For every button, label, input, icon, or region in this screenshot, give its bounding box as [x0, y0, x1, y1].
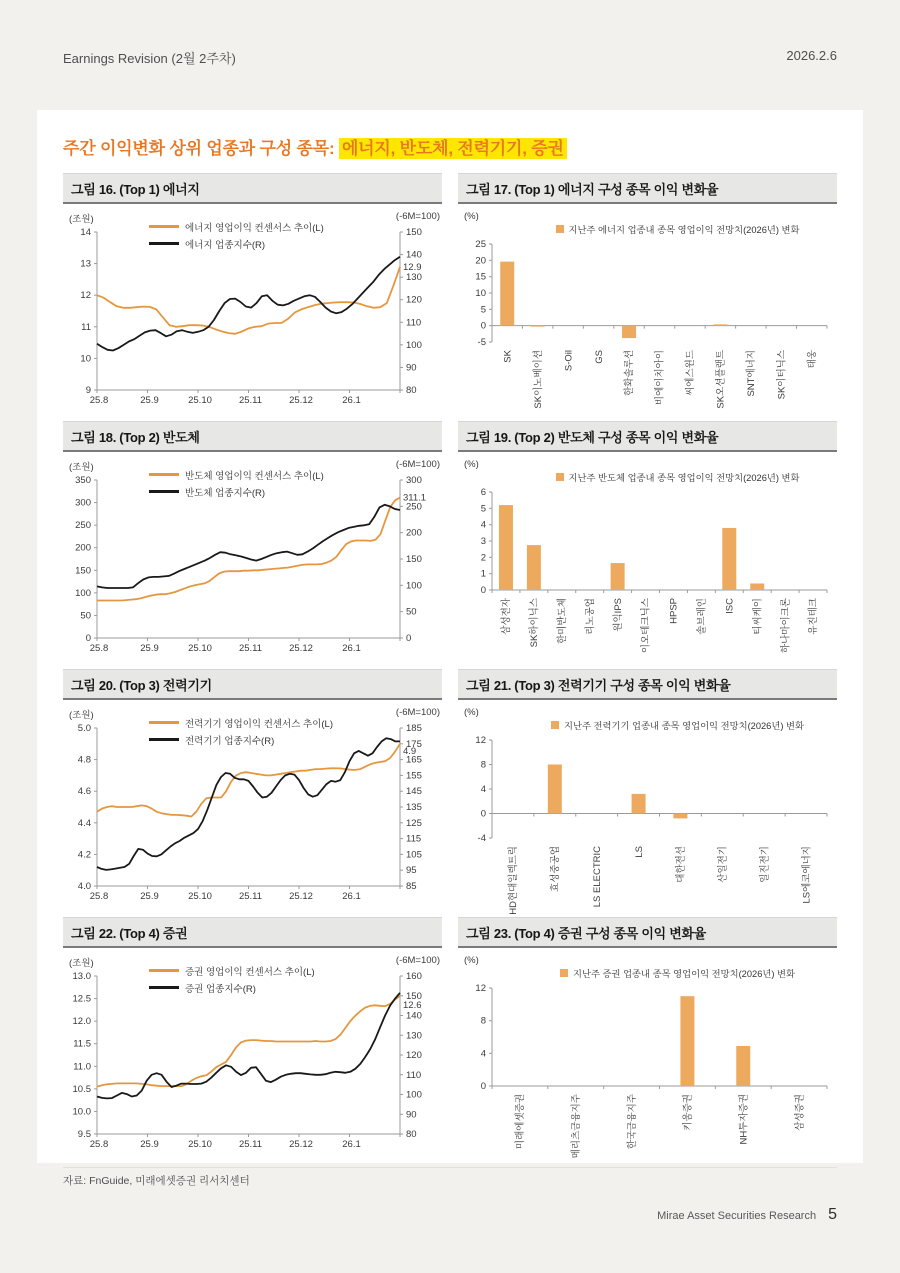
svg-text:13: 13 — [80, 258, 91, 270]
securities-bar-chart — [458, 950, 835, 1159]
figure-22-title: 그림 22. (Top 4) 증권 — [63, 917, 442, 948]
svg-text:110: 110 — [406, 317, 422, 329]
figure-21-power-bars — [458, 669, 837, 915]
svg-text:5: 5 — [480, 503, 486, 515]
svg-text:200: 200 — [406, 527, 422, 539]
svg-text:50: 50 — [80, 610, 91, 622]
svg-text:한국금융지주: 한국금융지주 — [626, 1094, 638, 1150]
svg-text:140: 140 — [406, 1010, 422, 1022]
power-bar-chart — [458, 702, 835, 915]
svg-text:11.0: 11.0 — [73, 1061, 91, 1073]
svg-text:4.0: 4.0 — [77, 881, 91, 892]
content-panel — [37, 110, 863, 1187]
svg-text:25.11: 25.11 — [238, 643, 263, 654]
svg-text:25.9: 25.9 — [140, 395, 159, 406]
svg-text:25.9: 25.9 — [140, 1139, 159, 1150]
svg-text:HPSP: HPSP — [668, 598, 680, 624]
publisher: Mirae Asset Securities Research — [657, 1210, 817, 1222]
left-axis-unit: (조원) — [69, 958, 94, 969]
svg-text:25.10: 25.10 — [188, 395, 212, 406]
left-axis-unit: (조원) — [69, 462, 94, 473]
right-axis-unit: (-6M=100) — [395, 211, 440, 222]
figure-18-title: 그림 18. (Top 2) 반도체 — [63, 421, 442, 452]
svg-text:25.10: 25.10 — [188, 891, 212, 902]
svg-text:10.5: 10.5 — [72, 1083, 91, 1095]
svg-text:160: 160 — [406, 971, 422, 982]
energy-bar-chart — [458, 206, 835, 412]
svg-text:145: 145 — [406, 786, 422, 798]
legend-line-orange-icon — [149, 225, 179, 227]
figure-23-title: 그림 23. (Top 4) 증권 구성 종목 이익 변화율 — [458, 917, 837, 948]
legend-square-icon — [556, 473, 564, 481]
axis-unit: (%) — [464, 955, 479, 966]
svg-text:115: 115 — [406, 833, 422, 845]
svg-text:105: 105 — [406, 849, 422, 861]
svg-text:100: 100 — [406, 580, 422, 592]
svg-text:12: 12 — [475, 983, 486, 994]
svg-text:5.0: 5.0 — [77, 723, 91, 734]
svg-text:LS ELECTRIC: LS ELECTRIC — [591, 846, 603, 908]
svg-text:185: 185 — [406, 723, 422, 734]
svg-text:25.10: 25.10 — [188, 643, 212, 654]
axis-unit: (%) — [464, 459, 479, 470]
svg-text:일진전기: 일진전기 — [759, 846, 771, 883]
svg-text:LS에코에너지: LS에코에너지 — [801, 846, 813, 904]
svg-text:GS: GS — [593, 350, 605, 364]
svg-text:11.5: 11.5 — [73, 1038, 91, 1050]
svg-text:12.6: 12.6 — [403, 999, 422, 1011]
svg-text:산일전기: 산일전기 — [717, 846, 729, 883]
svg-text:0: 0 — [480, 320, 486, 332]
svg-text:100: 100 — [75, 587, 91, 599]
svg-text:8: 8 — [480, 1015, 486, 1027]
report-title: Earnings Revision (2월 2주차) — [63, 51, 236, 66]
svg-text:25.12: 25.12 — [289, 1139, 313, 1150]
right-axis-unit: (-6M=100) — [395, 955, 440, 966]
legend-label: 지난주 반도체 업종내 종목 영업이익 전망치(2026년) 변화 — [568, 473, 800, 483]
svg-text:삼성전자: 삼성전자 — [501, 598, 513, 635]
svg-text:하나마이크론: 하나마이크론 — [780, 598, 792, 654]
figure-22-securities-line — [63, 917, 442, 1156]
svg-text:4: 4 — [480, 1048, 486, 1060]
svg-text:25.9: 25.9 — [140, 891, 159, 902]
svg-text:SK오션플랜트: SK오션플랜트 — [715, 350, 727, 409]
axis-unit: (%) — [464, 707, 479, 718]
page-number: 5 — [828, 1206, 837, 1223]
semicon-bar-chart — [458, 454, 835, 660]
svg-text:250: 250 — [75, 520, 91, 532]
legend-label-index: 에너지 업종지수(R) — [185, 239, 266, 251]
svg-text:100: 100 — [406, 1089, 422, 1101]
svg-text:10: 10 — [80, 353, 91, 365]
svg-text:14: 14 — [80, 227, 91, 238]
figure-19-semicon-bars — [458, 421, 837, 660]
svg-text:ISC: ISC — [724, 598, 736, 614]
svg-text:25.12: 25.12 — [289, 643, 313, 654]
figure-21-title: 그림 21. (Top 3) 전력기기 구성 종목 이익 변화율 — [458, 669, 837, 700]
svg-text:메리츠금융지주: 메리츠금융지주 — [570, 1094, 582, 1159]
svg-text:이오테크닉스: 이오테크닉스 — [640, 598, 652, 654]
svg-text:250: 250 — [406, 501, 422, 513]
legend-line-orange-icon — [149, 721, 179, 723]
svg-text:200: 200 — [75, 542, 91, 554]
svg-text:한화솔루션: 한화솔루션 — [624, 350, 636, 396]
svg-text:LS: LS — [633, 846, 645, 858]
legend-line-black-icon — [149, 986, 179, 988]
legend-square-icon — [551, 721, 559, 729]
svg-text:씨에스윈드: 씨에스윈드 — [685, 350, 697, 396]
figure-20-power-line — [63, 669, 442, 908]
right-axis-unit: (-6M=100) — [395, 707, 440, 718]
legend-label-index: 증권 업종지수(R) — [185, 983, 256, 995]
legend-label: 지난주 전력기기 업종내 종목 영업이익 전망치(2026년) 변화 — [564, 721, 804, 731]
figure-17-energy-bars — [458, 173, 837, 412]
section-title-plain: 주간 이익변화 상위 업종과 구성 종목: — [63, 139, 339, 158]
svg-text:175: 175 — [406, 738, 422, 750]
svg-text:90: 90 — [406, 362, 417, 374]
svg-text:300: 300 — [406, 475, 422, 486]
svg-text:13.0: 13.0 — [72, 971, 91, 982]
svg-text:80: 80 — [406, 385, 417, 396]
figure-16-energy-line — [63, 173, 442, 412]
legend-square-icon — [560, 969, 568, 977]
svg-text:4.6: 4.6 — [77, 786, 91, 798]
svg-text:12.5: 12.5 — [72, 993, 91, 1005]
svg-text:4: 4 — [480, 519, 486, 531]
svg-text:25.8: 25.8 — [89, 891, 109, 902]
svg-text:25: 25 — [475, 239, 486, 250]
svg-text:25.11: 25.11 — [238, 891, 263, 902]
svg-text:4: 4 — [480, 784, 486, 795]
legend-label-consensus: 에너지 영업이익 컨센서스 추이(L) — [185, 222, 324, 234]
svg-text:10.0: 10.0 — [72, 1106, 91, 1118]
svg-text:350: 350 — [75, 475, 91, 486]
svg-text:26.1: 26.1 — [342, 395, 361, 406]
svg-text:140: 140 — [406, 249, 422, 261]
svg-text:4.4: 4.4 — [77, 817, 91, 829]
svg-text:15: 15 — [475, 271, 486, 283]
left-axis-unit: (조원) — [69, 214, 94, 225]
svg-text:10: 10 — [475, 288, 486, 299]
svg-text:대한전선: 대한전선 — [675, 846, 687, 883]
svg-text:미래에셋증권: 미래에셋증권 — [515, 1094, 527, 1150]
svg-text:95: 95 — [406, 865, 417, 877]
svg-text:S-Oil: S-Oil — [563, 350, 575, 372]
svg-text:9: 9 — [85, 385, 91, 396]
svg-text:130: 130 — [406, 272, 422, 284]
legend-label-index: 전력기기 업종지수(R) — [185, 735, 275, 747]
left-axis-unit: (조원) — [69, 710, 94, 721]
svg-text:5: 5 — [480, 304, 486, 316]
svg-text:26.1: 26.1 — [342, 1139, 361, 1150]
svg-text:0: 0 — [480, 585, 486, 596]
legend — [149, 962, 315, 996]
legend-label-consensus: 증권 영업이익 컨센서스 추이(L) — [185, 966, 315, 978]
svg-text:150: 150 — [75, 565, 91, 577]
svg-text:135: 135 — [406, 802, 422, 813]
svg-text:키움증권: 키움증권 — [682, 1094, 694, 1131]
svg-text:효성중공업: 효성중공업 — [550, 846, 562, 892]
legend-label: 지난주 에너지 업종내 종목 영업이익 전망치(2026년) 변화 — [568, 225, 800, 235]
svg-text:비에이치아이: 비에이치아이 — [654, 350, 666, 406]
legend-line-black-icon — [149, 490, 179, 492]
figure-19-title: 그림 19. (Top 2) 반도체 구성 종목 이익 변화율 — [458, 421, 837, 452]
report-date: 2026.2.6 — [786, 48, 837, 63]
svg-text:90: 90 — [406, 1109, 417, 1121]
svg-text:25.8: 25.8 — [89, 1139, 109, 1150]
svg-text:솔브레인: 솔브레인 — [696, 598, 708, 635]
svg-text:12: 12 — [80, 290, 91, 302]
axis-unit: (%) — [464, 211, 479, 222]
svg-text:6: 6 — [480, 487, 486, 498]
svg-text:300: 300 — [75, 497, 91, 509]
figure-16-title: 그림 16. (Top 1) 에너지 — [63, 173, 442, 204]
legend-label-consensus: 반도체 영업이익 컨센서스 추이(L) — [185, 470, 324, 482]
legend — [149, 466, 324, 500]
figure-17-title: 그림 17. (Top 1) 에너지 구성 종목 이익 변화율 — [458, 173, 837, 204]
svg-text:12.9: 12.9 — [403, 261, 422, 273]
svg-text:120: 120 — [406, 294, 422, 306]
svg-text:2: 2 — [480, 552, 486, 564]
legend-label-consensus: 전력기기 영업이익 컨센서스 추이(L) — [185, 718, 334, 730]
svg-text:SK하이닉스: SK하이닉스 — [529, 598, 541, 648]
svg-text:리노공업: 리노공업 — [584, 598, 596, 635]
legend — [518, 222, 837, 236]
svg-text:8: 8 — [480, 759, 486, 771]
svg-text:티씨케이: 티씨케이 — [752, 598, 764, 635]
svg-text:25.8: 25.8 — [89, 395, 109, 406]
svg-text:25.11: 25.11 — [238, 1139, 263, 1150]
legend — [518, 470, 837, 484]
svg-text:25.10: 25.10 — [188, 1139, 212, 1150]
legend-label: 지난주 증권 업종내 종목 영업이익 전망치(2026년) 변화 — [573, 969, 795, 979]
svg-text:50: 50 — [406, 606, 417, 618]
figure-23-securities-bars — [458, 917, 837, 1159]
svg-text:80: 80 — [406, 1129, 417, 1140]
svg-text:4.2: 4.2 — [77, 849, 91, 861]
page-footer — [657, 1206, 837, 1224]
svg-text:150: 150 — [406, 554, 422, 565]
svg-text:SNT에너지: SNT에너지 — [746, 350, 758, 397]
svg-text:원익IPS: 원익IPS — [612, 598, 624, 632]
legend-square-icon — [556, 225, 564, 233]
svg-text:한미반도체: 한미반도체 — [556, 598, 568, 644]
legend — [149, 714, 333, 748]
svg-text:150: 150 — [406, 990, 422, 1002]
svg-text:HD현대일렉트릭: HD현대일렉트릭 — [508, 846, 520, 915]
svg-text:1: 1 — [480, 568, 486, 580]
legend-line-orange-icon — [149, 473, 179, 475]
svg-text:SK이터닉스: SK이터닉스 — [776, 350, 788, 400]
svg-text:25.9: 25.9 — [140, 643, 159, 654]
svg-text:11: 11 — [81, 321, 91, 333]
svg-text:유진테크: 유진테크 — [808, 598, 820, 635]
legend-line-black-icon — [149, 738, 179, 740]
figure-18-semicon-line — [63, 421, 442, 660]
svg-text:25.12: 25.12 — [289, 891, 313, 902]
legend — [518, 966, 837, 980]
source-note: 자료: FnGuide, 미래에셋증권 리서치센터 — [63, 1167, 837, 1188]
page-header — [63, 48, 837, 67]
svg-text:12: 12 — [475, 735, 486, 746]
legend-line-orange-icon — [149, 969, 179, 971]
legend — [149, 218, 324, 252]
svg-text:4.9: 4.9 — [403, 745, 417, 757]
svg-text:26.1: 26.1 — [342, 643, 361, 654]
svg-text:25.11: 25.11 — [238, 395, 263, 406]
svg-text:85: 85 — [406, 881, 417, 892]
svg-text:155: 155 — [406, 770, 422, 782]
svg-text:SK이노베이션: SK이노베이션 — [532, 350, 544, 409]
legend-line-black-icon — [149, 242, 179, 244]
svg-text:100: 100 — [406, 339, 422, 351]
svg-text:9.5: 9.5 — [77, 1129, 91, 1140]
figure-grid — [63, 173, 837, 1165]
section-title-highlight: 에너지, 반도체, 전력기기, 증권 — [339, 138, 567, 159]
svg-text:0: 0 — [85, 633, 91, 644]
svg-text:130: 130 — [406, 1030, 422, 1042]
svg-text:150: 150 — [406, 227, 422, 238]
svg-text:110: 110 — [406, 1069, 422, 1081]
legend-label-index: 반도체 업종지수(R) — [185, 487, 266, 499]
svg-text:NH투자증권: NH투자증권 — [738, 1094, 750, 1145]
section-title — [63, 134, 837, 159]
svg-text:25.8: 25.8 — [89, 643, 109, 654]
svg-text:4.8: 4.8 — [77, 754, 91, 766]
svg-text:0: 0 — [406, 633, 412, 644]
right-axis-unit: (-6M=100) — [395, 459, 440, 470]
svg-text:165: 165 — [406, 754, 422, 766]
svg-text:120: 120 — [406, 1050, 422, 1061]
svg-text:26.1: 26.1 — [342, 891, 361, 902]
svg-text:311.1: 311.1 — [403, 492, 427, 504]
svg-text:125: 125 — [406, 817, 422, 829]
svg-text:SK: SK — [502, 350, 514, 363]
svg-text:20: 20 — [475, 255, 486, 267]
svg-text:0: 0 — [480, 1081, 486, 1092]
svg-text:태웅: 태웅 — [806, 350, 818, 369]
svg-text:삼성증권: 삼성증권 — [794, 1094, 806, 1131]
svg-text:25.12: 25.12 — [289, 395, 313, 406]
figure-20-title: 그림 20. (Top 3) 전력기기 — [63, 669, 442, 700]
svg-text:0: 0 — [480, 808, 486, 820]
svg-text:12.0: 12.0 — [72, 1016, 91, 1028]
svg-text:3: 3 — [480, 536, 486, 547]
legend — [518, 718, 837, 732]
svg-text:-4: -4 — [477, 833, 486, 844]
svg-text:-5: -5 — [477, 337, 486, 348]
